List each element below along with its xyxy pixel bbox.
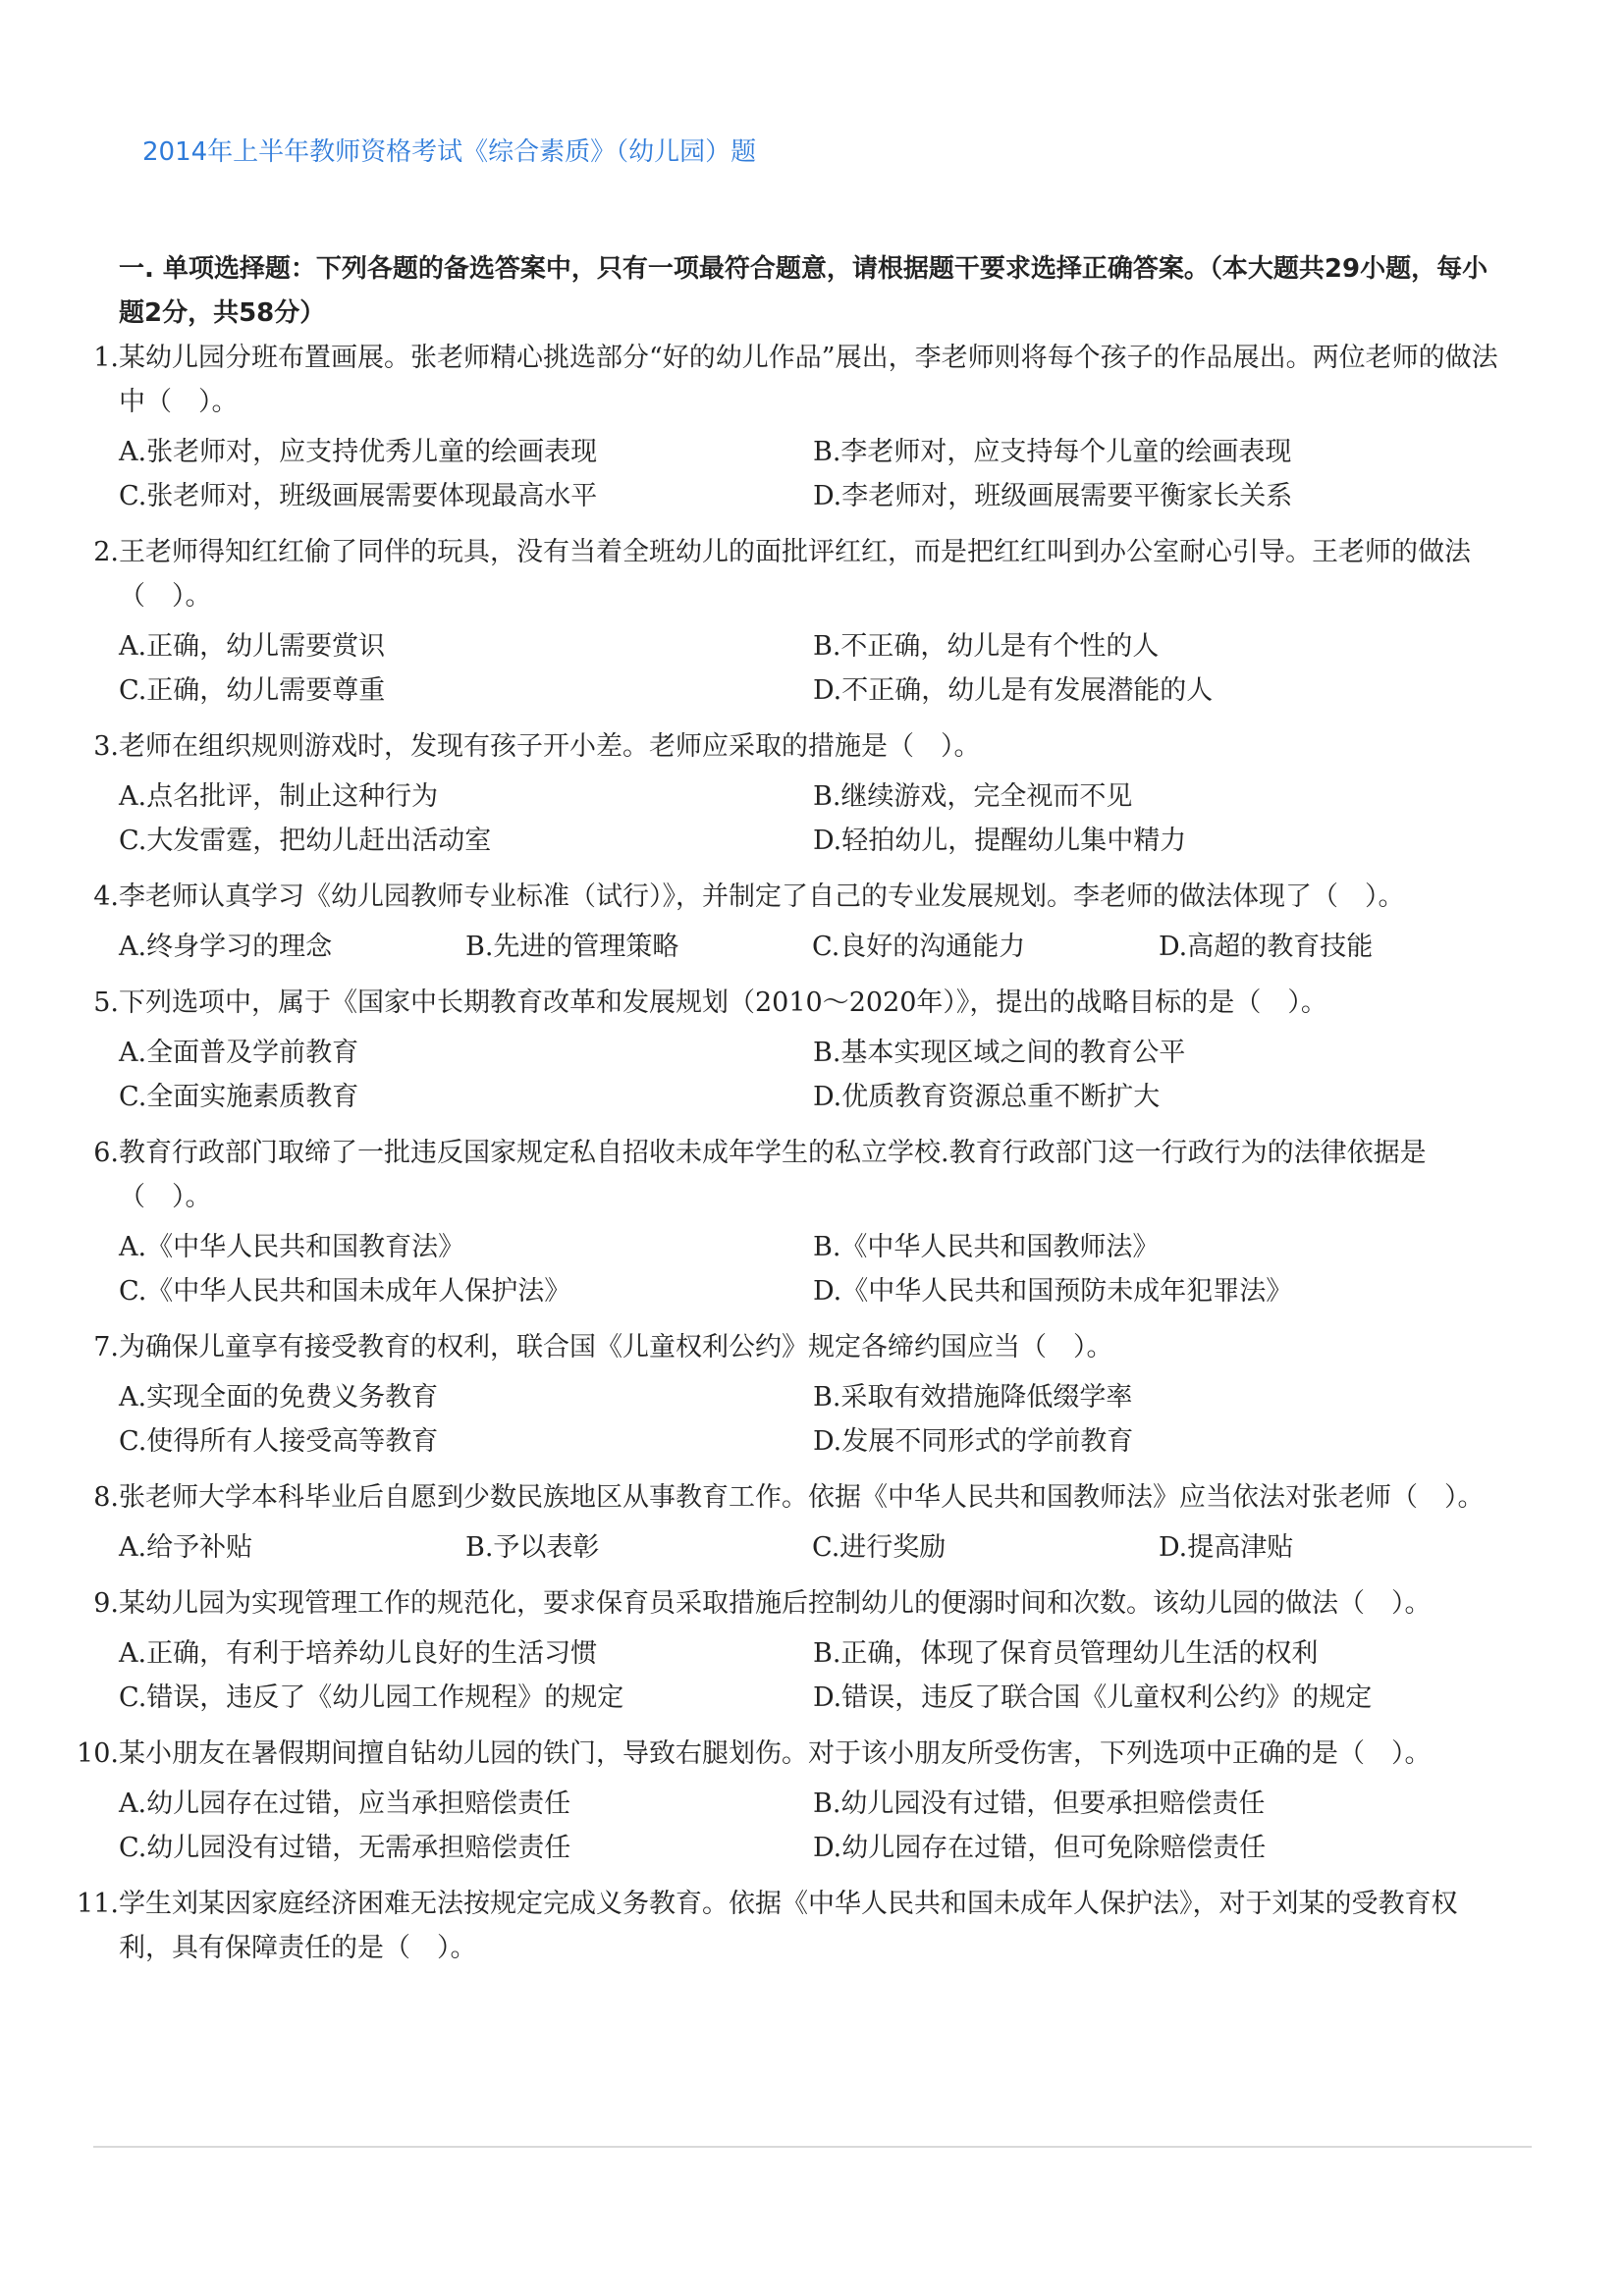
option-c: C.全面实施素质教育 (119, 1082, 359, 1112)
question-stem: 某小朋友在暑假期间擅自钻幼儿园的铁门，导致右腿划伤。对于该小朋友所受伤害，下列选项中正确的是（ ）。 (119, 1738, 1432, 1769)
option-c: C.《中华人民共和国未成年人保护法》 (119, 1276, 571, 1307)
question-number: 5. (93, 988, 119, 1018)
option-b: B.予以表彰 (465, 1532, 600, 1563)
option-a: A.全面普及学前教育 (119, 1038, 359, 1068)
option-a: A.张老师对，应支持优秀儿童的绘画表现 (119, 437, 598, 467)
option-b: B.《中华人民共和国教师法》 (813, 1232, 1160, 1262)
option-d: D.发展不同形式的学前教育 (813, 1426, 1134, 1457)
question-9 (0, 1581, 1623, 1720)
question-7 (0, 1325, 1623, 1464)
option-a: A.终身学习的理念 (119, 932, 333, 962)
question-8 (0, 1475, 1623, 1570)
option-c: C.张老师对，班级画展需要体现最高水平 (119, 481, 598, 511)
question-number: 2. (93, 537, 119, 567)
option-b: B.基本实现区域之间的教育公平 (813, 1038, 1186, 1068)
section-header: 一. 单项选择题：下列各题的备选答案中，只有一项最符合题意，请根据题干要求选择正确答案。（本大题共29小题，每小题2分，共58分） (119, 254, 1488, 328)
question-stem: 学生刘某因家庭经济困难无法按规定完成义务教育。依据《中华人民共和国未成年人保护法》，对于刘某的受教育权利，具有保障责任的是（ ）。 (119, 1889, 1458, 1963)
option-b: B.幼儿园没有过错，但要承担赔偿责任 (813, 1789, 1266, 1819)
option-c: C.大发雷霆，把幼儿赶出活动室 (119, 826, 492, 856)
option-a: A.实现全面的免费义务教育 (119, 1382, 439, 1413)
question-stem: 老师在组织规则游戏时，发现有孩子开小差。老师应采取的措施是（ ）。 (119, 731, 981, 762)
question-number: 1. (93, 343, 119, 373)
option-a: A.正确，有利于培养幼儿良好的生活习惯 (119, 1638, 598, 1669)
question-list (0, 336, 1623, 1982)
document-title: 2014年上半年教师资格考试《综合素质》（幼儿园）题 (142, 137, 757, 167)
question-number: 9. (93, 1588, 119, 1619)
option-d: D.轻拍幼儿，提醒幼儿集中精力 (813, 826, 1187, 856)
option-d: D.优质教育资源总重不断扩大 (813, 1082, 1161, 1112)
question-stem: 下列选项中，属于《国家中长期教育改革和发展规划（2010～2020年）》，提出的战略目标的是（ ）。 (119, 988, 1327, 1018)
question-2 (0, 530, 1623, 713)
option-a: A.点名批评，制止这种行为 (119, 781, 439, 812)
option-a: A.《中华人民共和国教育法》 (119, 1232, 465, 1262)
option-b: B.正确，体现了保育员管理幼儿生活的权利 (813, 1638, 1319, 1669)
option-d: D.提高津贴 (1159, 1532, 1294, 1563)
option-b: B.先进的管理策略 (465, 932, 679, 962)
option-d: D.《中华人民共和国预防未成年犯罪法》 (813, 1276, 1293, 1307)
option-b: B.不正确，幼儿是有个性的人 (813, 631, 1160, 662)
option-a: A.幼儿园存在过错，应当承担赔偿责任 (119, 1789, 571, 1819)
question-stem: 张老师大学本科毕业后自愿到少数民族地区从事教育工作。依据《中华人民共和国教师法》应当依法对张老师（ ）。 (119, 1482, 1485, 1513)
question-1 (0, 336, 1623, 518)
question-3 (0, 724, 1623, 863)
option-d: D.错误，违反了联合国《儿童权利公约》的规定 (813, 1682, 1373, 1713)
option-c: C.良好的沟通能力 (812, 932, 1026, 962)
question-number: 6. (93, 1138, 119, 1168)
question-stem: 为确保儿童享有接受教育的权利，联合国《儿童权利公约》规定各缔约国应当（ ）。 (119, 1332, 1113, 1362)
option-c: C.使得所有人接受高等教育 (119, 1426, 439, 1457)
question-stem: 某幼儿园分班布置画展。张老师精心挑选部分“好的幼儿作品”展出，李老师则将每个孩子的作品展出。两位老师的做法中（ ）。 (119, 343, 1498, 417)
option-c: C.幼儿园没有过错，无需承担赔偿责任 (119, 1833, 571, 1863)
question-10 (0, 1732, 1623, 1870)
question-stem: 教育行政部门取缔了一批违反国家规定私自招收未成年学生的私立学校.教育行政部门这一行政行为的法律依据是（ ）。 (119, 1138, 1427, 1212)
question-6 (0, 1131, 1623, 1313)
question-number: 3. (93, 731, 119, 762)
question-number: 10. (77, 1738, 119, 1769)
question-number: 11. (77, 1889, 119, 1919)
question-number: 4. (93, 881, 119, 912)
option-b: B.采取有效措施降低缀学率 (813, 1382, 1133, 1413)
question-5 (0, 981, 1623, 1119)
question-stem: 李老师认真学习《幼儿园教师专业标准（试行）》，并制定了自己的专业发展规划。李老师的做法体现了（ ）。 (119, 881, 1405, 912)
option-b: B.李老师对，应支持每个儿童的绘画表现 (813, 437, 1292, 467)
question-stem: 王老师得知红红偷了同伴的玩具，没有当着全班幼儿的面批评红红，而是把红红叫到办公室耐心引导。王老师的做法（ ）。 (119, 537, 1471, 612)
question-number: 8. (93, 1482, 119, 1513)
question-4 (0, 875, 1623, 969)
option-a: A.正确，幼儿需要赏识 (119, 631, 386, 662)
option-c: C.进行奖励 (812, 1532, 947, 1563)
question-number: 7. (93, 1332, 119, 1362)
question-11 (0, 1882, 1623, 1970)
option-d: D.李老师对，班级画展需要平衡家长关系 (813, 481, 1293, 511)
footer-divider (93, 2146, 1532, 2148)
option-d: D.幼儿园存在过错，但可免除赔偿责任 (813, 1833, 1267, 1863)
option-b: B.继续游戏，完全视而不见 (813, 781, 1133, 812)
question-stem: 某幼儿园为实现管理工作的规范化，要求保育员采取措施后控制幼儿的便溺时间和次数。该幼儿园的做法（ ）。 (119, 1588, 1432, 1619)
option-d: D.不正确，幼儿是有发展潜能的人 (813, 675, 1214, 706)
option-c: C.正确，幼儿需要尊重 (119, 675, 386, 706)
option-d: D.高超的教育技能 (1159, 932, 1374, 962)
option-a: A.给予补贴 (119, 1532, 253, 1563)
option-c: C.错误，违反了《幼儿园工作规程》的规定 (119, 1682, 624, 1713)
